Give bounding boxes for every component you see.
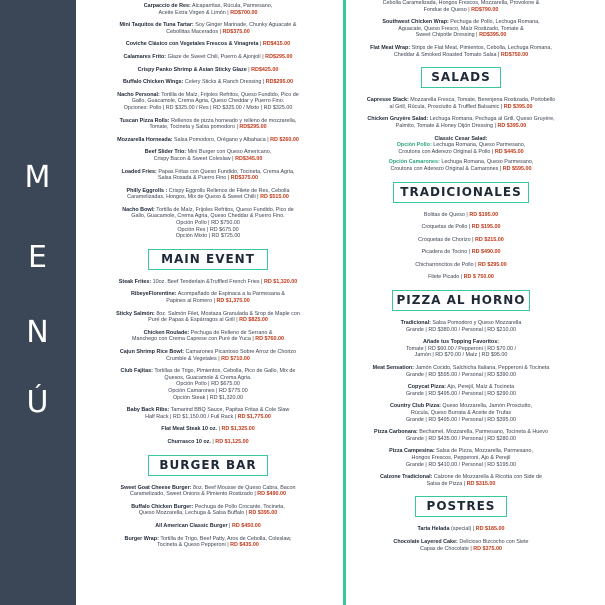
menu-item: Sticky Salmón: 8oz. Salmón Filet, Mostaza Granulada & Srop de Maple con Puré de Papas & Espárragos al Grill | RD $825.00 <box>116 310 300 324</box>
menu-item: Bolitas de Queso | RD $195.00 <box>423 211 499 218</box>
menu-item: Churrasco 10 oz. | RD $1,125.00 <box>167 438 249 445</box>
menu-item: Club Fajitas: Tortillas de Trigo, Pimientos, Cebolla, Pico de Gallo, Mix de Quesos, Guacamole & Crema Agria. Opción Pollo | RD $675.00 Opción Camarones | RD $775.00 Opción Steak | RD $1,320.00 <box>120 368 296 401</box>
menu-item: Calamares Frito: Glaze de Sweet Chili, Puerro & Ajonjolí | RD$295.00 <box>123 53 293 60</box>
menu-item: Carpaccio de Res: Alcaparritas, Rúcula, Parmesano, Aceite Extra Virgen & Limón | RD$700.00 <box>143 3 273 16</box>
menu-item: Chicharroncitos de Pollo | RD $295.00 <box>415 261 507 268</box>
menu-item: Nacho Bowl: Tortilla de Maíz, Frijoles Refritos, Queso Fundido, Pico de Gallo, Guacamole, Crema Agria, Queso Cheddar & Puerro Fino. Opción Pollo | RD $750.00 Opción Res | RD $675.00 Opción Mixto | RD $725.00 <box>122 206 294 240</box>
menu-item: Tarta Helada (special) | RD $185.00 <box>417 526 505 533</box>
menu-sidebar <box>0 0 76 605</box>
column-divider <box>343 0 346 605</box>
menu-item: Pizza Campesina: Salsa de Pizza, Mozzarella, Parmesano, Hongos Frescos, Pepperoni, Ajo & Perejil Grande | RD $410.00 / Personal | RD $195.00 <box>389 448 533 468</box>
menu-item: Buffalo Chicken Wings: Celery Sticks & Ranch Dressing | RD$295.00 <box>122 79 294 86</box>
menu-item: Steak Frites: 10oz. Beef Tenderlain &Truffled French Fries | RD $1,320.00 <box>118 278 298 285</box>
left-column <box>78 0 338 605</box>
menu-item: Calzone Tradicional: Calzone de Mozzarella & Ricotta con Side de Salsa de Pizza | RD $315.00 <box>379 474 543 487</box>
menu-item: Copycat Pizza: Ajo, Perejil, Maíz & Tocineta Grande | RD $495.00 / Personal | RD $290.00 <box>405 384 517 397</box>
section-header-burger-bar: BURGER BAR <box>148 455 268 476</box>
menu-item: Añade tus Topping Favoritos: Tomate | RD $60.00 / Pepperoni | RD $70.00 / Jamón | RD $70.00 / Maíz | RD $95.00 <box>405 339 517 359</box>
menu-item: Chicken Roulade: Pechuga de Relleno de Serrano & Manchego con Crema Caprese con Puré de Yuca | RD $760.00 <box>131 329 285 343</box>
menu-item: All American Classic Burger | RD $450.00 <box>155 522 261 529</box>
menu-item: Burger Wrap: Tortilla de Trigo, Beef Patty, Aros de Cebolla, Coleslaw, Tocineta & Queso Pepperoni | RD $435.00 <box>124 535 292 549</box>
menu-item: Philly Eggrolls : Crispy Eggrolls Rellenos de Filete de Res, Cebolla Caramelizadas, Hongos, Mix de Queso & Sweet Chilli | RD $515.00 <box>126 187 290 201</box>
menu-item: Classic Cesar Salad: Opción Pollo: Lechuga Romana, Queso Parmesano, Croutons con Aderezo Original & Pollo | RD $445.00 Opción Camarones: Lechuga Romana, Queso Parmesano, Croutons con Aderezo Original & Camarones | RD $595.00 <box>388 135 534 172</box>
menu-item: Pizza Carbonara: Bechamel, Mozzarella, Parmesano, Tocineta & Huevo Grande | RD $435.00 / Personal | RD $280.00 <box>374 429 548 442</box>
menu-item: Country Club Pizza: Queso Mozzarella, Jamón Prosciutto, Rúcula, Queso Burrata & Aceite de Trufas Grande | RD $495.00 / Personal | RD $395.00 <box>389 403 532 423</box>
menu-item: Croquetas de Pollo | RD $195.00 <box>421 224 501 231</box>
sidebar-letter-e: E <box>28 240 48 275</box>
section-header-postres: POSTRES <box>415 496 507 517</box>
menu-item: Meat Sensation: Jamón Cocido, Salchicha Italiana, Pepperoni & Tocineta Grande | RD $595.00 / Personal | RD $390.00 <box>372 365 550 378</box>
menu-item: Mini Taquitos de Tuna Tartar: Soy Ginger Marinade, Chunky Aguacate & Cebollitas Macerados | RD$375.00 <box>119 22 297 35</box>
menu-item: Chicken Gruyère Salad: Lechuga Romana, Pechuga al Grill, Queso Gruyère, Palmito, Tomate & Honey Dijón Dressing | RD $395.00 <box>367 116 555 129</box>
section-header-tradicionales: TRADICIONALES <box>393 182 529 203</box>
menu-item: RibeyeFlorentine: Acompañado de Espinaca a la Parmesana & Papines al Romero | RD $1,375.00 <box>130 291 285 305</box>
menu-item: Baby Back Ribs: Tamarind BBQ Sauce, Papitas Fritas & Cole Slaw Half Rack | RD $1,150.00 / Full Rack | RD $1,775.00 <box>126 407 290 420</box>
section-header-salads: SALADS <box>421 67 501 88</box>
menu-item: Cajun Shrimp Rice Bowl: Camarones Picantoso Sobre Arroz de Chorizo Crumble & Vegetales | RD $710.00 <box>119 349 297 362</box>
sidebar-letter-u: Ú <box>26 385 50 420</box>
menu-item: Flat Meat Steak 10 oz. | RD $1,325.00 <box>161 426 255 433</box>
menu-item: Capresse Stack: Mozzarella Fresca, Tomate, Berenjena Rostizada, Portobello al Grill, Rúcula, Prosciutto & Truffled Balsamic | RD $395.00 <box>366 97 556 110</box>
menu-item: Crispy Panko Shrimp & Asian Sticky Glaze | RD$425.00 <box>137 66 279 73</box>
menu-item: Buffalo Chicken Burger: Pechuga de Pollo Crocante, Tocineta, Queso Mozzarella, Lechuga & Salsa Buffalo | RD $395.00 <box>131 503 285 517</box>
menu-item: Coviche Clásico con Vegetales Frescos & Vinagreta | RD$415.00 <box>125 41 291 48</box>
menu-item: Cebolla Caramelizada, Hongos Frescos, Mozzarella, Provolone & Fondue de Queso | RD$790.00 <box>382 0 540 13</box>
section-header-pizza: PIZZA AL HORNO <box>392 290 530 311</box>
sidebar-letter-m: M <box>24 160 52 195</box>
sidebar-letter-n: N <box>26 315 50 350</box>
menu-item: Nacho Personal: Tortilla de Maíz, Frijoles Refritos, Queso Fundido, Pico de Gallo, Guacamole, Crema Agria, Queso Cheddar y Puerro Fino. Opciones: Pollo | RD $325.00 / Res | RD $325.00 / Mixto | RD $325.00 <box>117 91 299 111</box>
menu-item: Loaded Fries: Papas Fritas con Queso Fundido, Tocineta, Crema Agria, Salsa Rosada & Puerro Fino | RD$375.00 <box>121 168 295 182</box>
menu-item: Picadera de Tocino | RD $490.00 <box>421 249 501 256</box>
menu-item: Sweet Goat Cheese Burger: 8oz. Beef Mousse de Queso Cabra, Bacon Caramelizado, Sweet Onions & Pimiento Rostizado | RD $490.00 <box>120 484 296 498</box>
menu-item: Tradicional: Salsa Pomodoro y Queso Mozzarella Grande | RD $380.00 / Personal | RD $210.00 <box>400 320 522 333</box>
menu-item: Southwest Chicken Wrap: Pechuga de Pollo, Lechuga Romana, Aguacate, Queso Fresco, Maíz Rostizado, Tomate & Sweet Chipotle Dressing | RD$395.00 <box>382 19 540 39</box>
menu-item: Tuscan Pizza Rolls: Rellenos de pizza horneado y relleno de mozzarella, Tomate, Tocineta y Salsa pomodoro | RD$295.00 <box>119 117 297 131</box>
menu-item: Flat Meat Wrap: Strips de Flat Meat, Pimientos, Cebolla, Lechuga Romana, Cheddar & Smoked Roasted Tomato Salsa | RD$750.00 <box>370 44 552 58</box>
right-column <box>352 0 570 605</box>
section-header-main-event: MAIN EVENT <box>148 249 268 270</box>
menu-item: Filete Picado | RD $ 750.00 <box>428 274 494 281</box>
menu-item: Chocolate Layered Cake: Delicioso Bizcocho con Siete Capas de Chocolate | RD $375.00 <box>393 538 529 552</box>
menu-item: Beef Slider Trio: Mini Burger con Queso Americano, Crispy Bacon & Sweet Coleslaw | RD$345.00 <box>144 149 272 162</box>
menu-item: Mozzarella Horneada: Salsa Pomodoro, Orégano y Albahaca | RD $260.00 <box>117 136 299 143</box>
menu-item: Croquetas de Chorizo | RD $215.00 <box>418 236 504 243</box>
